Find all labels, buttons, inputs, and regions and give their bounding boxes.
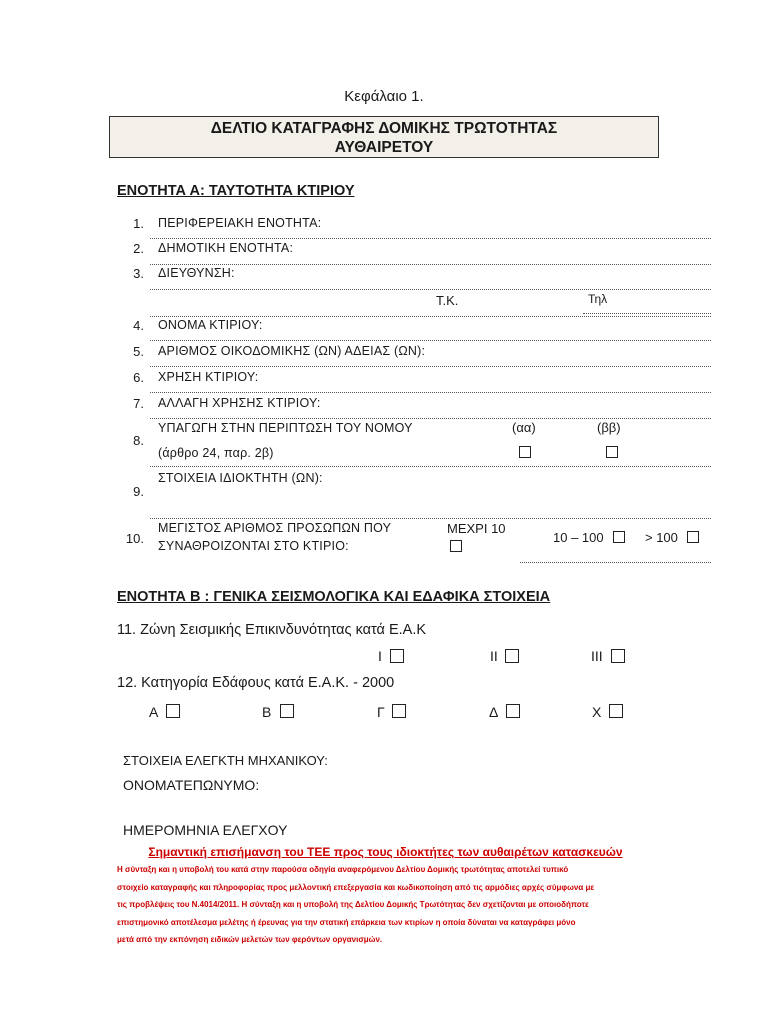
item-9-field[interactable] <box>150 518 711 519</box>
option-over100-label: > 100 <box>645 530 678 545</box>
item-2-label: ΔΗΜΟΤΙΚΗ ΕΝΟΤΗΤΑ: <box>158 241 294 255</box>
item-1-label: ΠΕΡΙΦΕΡΕΙΑΚΗ ΕΝΟΤΗΤΑ: <box>158 216 322 230</box>
option-10to100-checkbox[interactable] <box>613 531 625 543</box>
option-10to100-label: 10 – 100 <box>553 530 604 545</box>
zone-1-checkbox[interactable] <box>390 649 404 663</box>
item-8-field[interactable] <box>150 466 711 467</box>
item-3b-field[interactable] <box>150 316 711 317</box>
item-1-field[interactable] <box>150 238 711 239</box>
item-7-number: 7. <box>133 396 144 411</box>
item-5-label: ΑΡΙΘΜΟΣ ΟΙΚΟΔΟΜΙΚΗΣ (ΩΝ) ΑΔΕΙΑΣ (ΩΝ): <box>158 344 426 358</box>
soil-d-checkbox[interactable] <box>506 704 520 718</box>
option-upto10-checkbox[interactable] <box>450 540 462 552</box>
notice-title: Σημαντική επισήμανση του ΤΕΕ προς τους ιδιοκτήτες των αυθαιρέτων κατασκευών <box>148 845 623 859</box>
phone-field[interactable] <box>583 313 711 314</box>
soil-c-label: Γ <box>377 704 385 720</box>
item-4-number: 4. <box>133 318 144 333</box>
inspection-date-label: ΗΜΕΡΟΜΗΝΙΑ ΕΛΕΓΧΟΥ <box>123 822 288 838</box>
item-7-field[interactable] <box>150 418 711 419</box>
zone-3-label: III <box>591 648 603 664</box>
option-over100-checkbox[interactable] <box>687 531 699 543</box>
zone-1-label: I <box>378 648 382 664</box>
item-3-number: 3. <box>133 266 144 281</box>
item-10-number: 10. <box>125 531 144 546</box>
notice-body <box>117 861 654 949</box>
soil-a-label: Α <box>149 704 159 720</box>
section-b-heading: ΕΝΟΤΗΤΑ Β : ΓΕΝΙΚΑ ΣΕΙΣΜΟΛΟΓΙΚΑ ΚΑΙ ΕΔΑΦΙΚΑ ΣΤΟΙΧΕΙΑ <box>117 589 551 605</box>
question-12: 12. Κατηγορία Εδάφους κατά Ε.Α.Κ. - 2000 <box>117 675 395 691</box>
soil-b-label: Β <box>262 704 272 720</box>
item-7-label: ΑΛΛΑΓΗ ΧΡΗΣΗΣ ΚΤΙΡΙΟΥ: <box>158 396 321 410</box>
notice-line-2: στοιχείο καταγραφής και πληροφορίας προς μελλοντική επεξεργασία και κωδικοποίηση από τις αρμόδιες αρχές σύμφωνα με <box>117 882 595 892</box>
option-bb-checkbox[interactable] <box>606 446 618 458</box>
zone-3-checkbox[interactable] <box>611 649 625 663</box>
soil-d-label: Δ <box>489 704 499 720</box>
question-11: 11. Ζώνη Σεισμικής Επικινδυνότητας κατά Ε.Α.Κ <box>117 622 427 638</box>
soil-b-checkbox[interactable] <box>280 704 294 718</box>
zone-2-checkbox[interactable] <box>505 649 519 663</box>
notice-line-1: Η σύνταξη και η υποβολή του κατά στην παρούσα οδηγία αναφερόμενου Δελτίου Δομικής τρωτότητας αποτελεί τυπικό <box>117 865 569 874</box>
item-2-number: 2. <box>133 241 144 256</box>
soil-x-checkbox[interactable] <box>609 704 623 718</box>
postal-code-label: Τ.Κ. <box>436 293 459 308</box>
item-9-label: ΣΤΟΙΧΕΙΑ ΙΔΙΟΚΤΗΤΗ (ΩΝ): <box>158 471 323 485</box>
option-upto10-label: ΜΕΧΡΙ 10 <box>447 521 506 536</box>
notice-line-5: μετά από την εκπόνηση ειδικών μελετών των φερόντων οργανισμών. <box>117 935 383 944</box>
item-10-label-line2: ΣΥΝΑΘΡΟΙΖΟΝΤΑΙ ΣΤΟ ΚΤΙΡΙΟ: <box>158 539 349 553</box>
engineer-name-label: ΟΝΟΜΑΤΕΠΩΝΥΜΟ: <box>123 777 260 793</box>
chapter-heading: Κεφάλαιο 1. <box>344 88 424 105</box>
soil-x-label: Χ <box>592 704 602 720</box>
item-9-number: 9. <box>133 484 144 499</box>
notice-line-3: τις προβλέψεις του Ν.4014/2011. Η σύνταξη και η υποβολή της Δελτίου Δομικής Τρωτότητας δεν σχετίζονται με οποιοδήποτε <box>117 900 589 909</box>
form-title-box <box>109 116 659 158</box>
item-5-field[interactable] <box>150 366 711 367</box>
option-aa-checkbox[interactable] <box>519 446 531 458</box>
item-3-label: ΔΙΕΥΘΥΝΣΗ: <box>158 266 235 280</box>
item-10-label: ΜΕΓΙΣΤΟΣ ΑΡΙΘΜΟΣ ΠΡΟΣΩΠΩΝ ΠΟΥ <box>158 521 392 535</box>
item-4-label: ΟΝΟΜΑ ΚΤΙΡΙΟΥ: <box>158 318 263 332</box>
item-8-sublabel: (άρθρο 24, παρ. 2β) <box>158 446 274 460</box>
item-10-field[interactable] <box>520 562 711 563</box>
item-8-number: 8. <box>133 433 144 448</box>
item-6-number: 6. <box>133 370 144 385</box>
phone-label: Τηλ <box>588 292 608 306</box>
option-aa-label: (αα) <box>512 420 536 435</box>
item-3-field[interactable] <box>150 289 711 290</box>
item-6-label: ΧΡΗΣΗ ΚΤΙΡΙΟΥ: <box>158 370 259 384</box>
engineer-heading: ΣΤΟΙΧΕΙΑ ΕΛΕΓΚΤΗ ΜΗΧΑΝΙΚΟΥ: <box>123 753 328 768</box>
notice-line-4: επιστημονικό αποτέλεσμα μελέτης ή έρευνας για την στατική επάρκεια των κτιρίων η οποία δύναται να καταγράφει μόνο <box>117 917 576 927</box>
soil-a-checkbox[interactable] <box>166 704 180 718</box>
item-4-field[interactable] <box>150 340 711 341</box>
form-title-line1: ΔΕΛΤΙΟ ΚΑΤΑΓΡΑΦΗΣ ΔΟΜΙΚΗΣ ΤΡΩΤΟΤΗΤΑΣ <box>210 120 558 137</box>
form-title-line2: ΑΥΘΑΙΡΕΤΟΥ <box>334 139 434 156</box>
item-6-field[interactable] <box>150 392 711 393</box>
section-a-heading: ΕΝΟΤΗΤΑ Α: ΤΑΥΤΟΤΗΤΑ ΚΤΙΡΙΟΥ <box>117 183 355 199</box>
item-2-field[interactable] <box>150 264 711 265</box>
item-1-number: 1. <box>133 216 144 231</box>
item-8-label: ΥΠΑΓΩΓΗ ΣΤΗΝ ΠΕΡΙΠΤΩΣΗ ΤΟΥ ΝΟΜΟΥ <box>158 421 413 435</box>
zone-2-label: II <box>490 648 498 664</box>
soil-c-checkbox[interactable] <box>392 704 406 718</box>
option-bb-label: (ββ) <box>597 420 621 435</box>
item-5-number: 5. <box>133 344 144 359</box>
